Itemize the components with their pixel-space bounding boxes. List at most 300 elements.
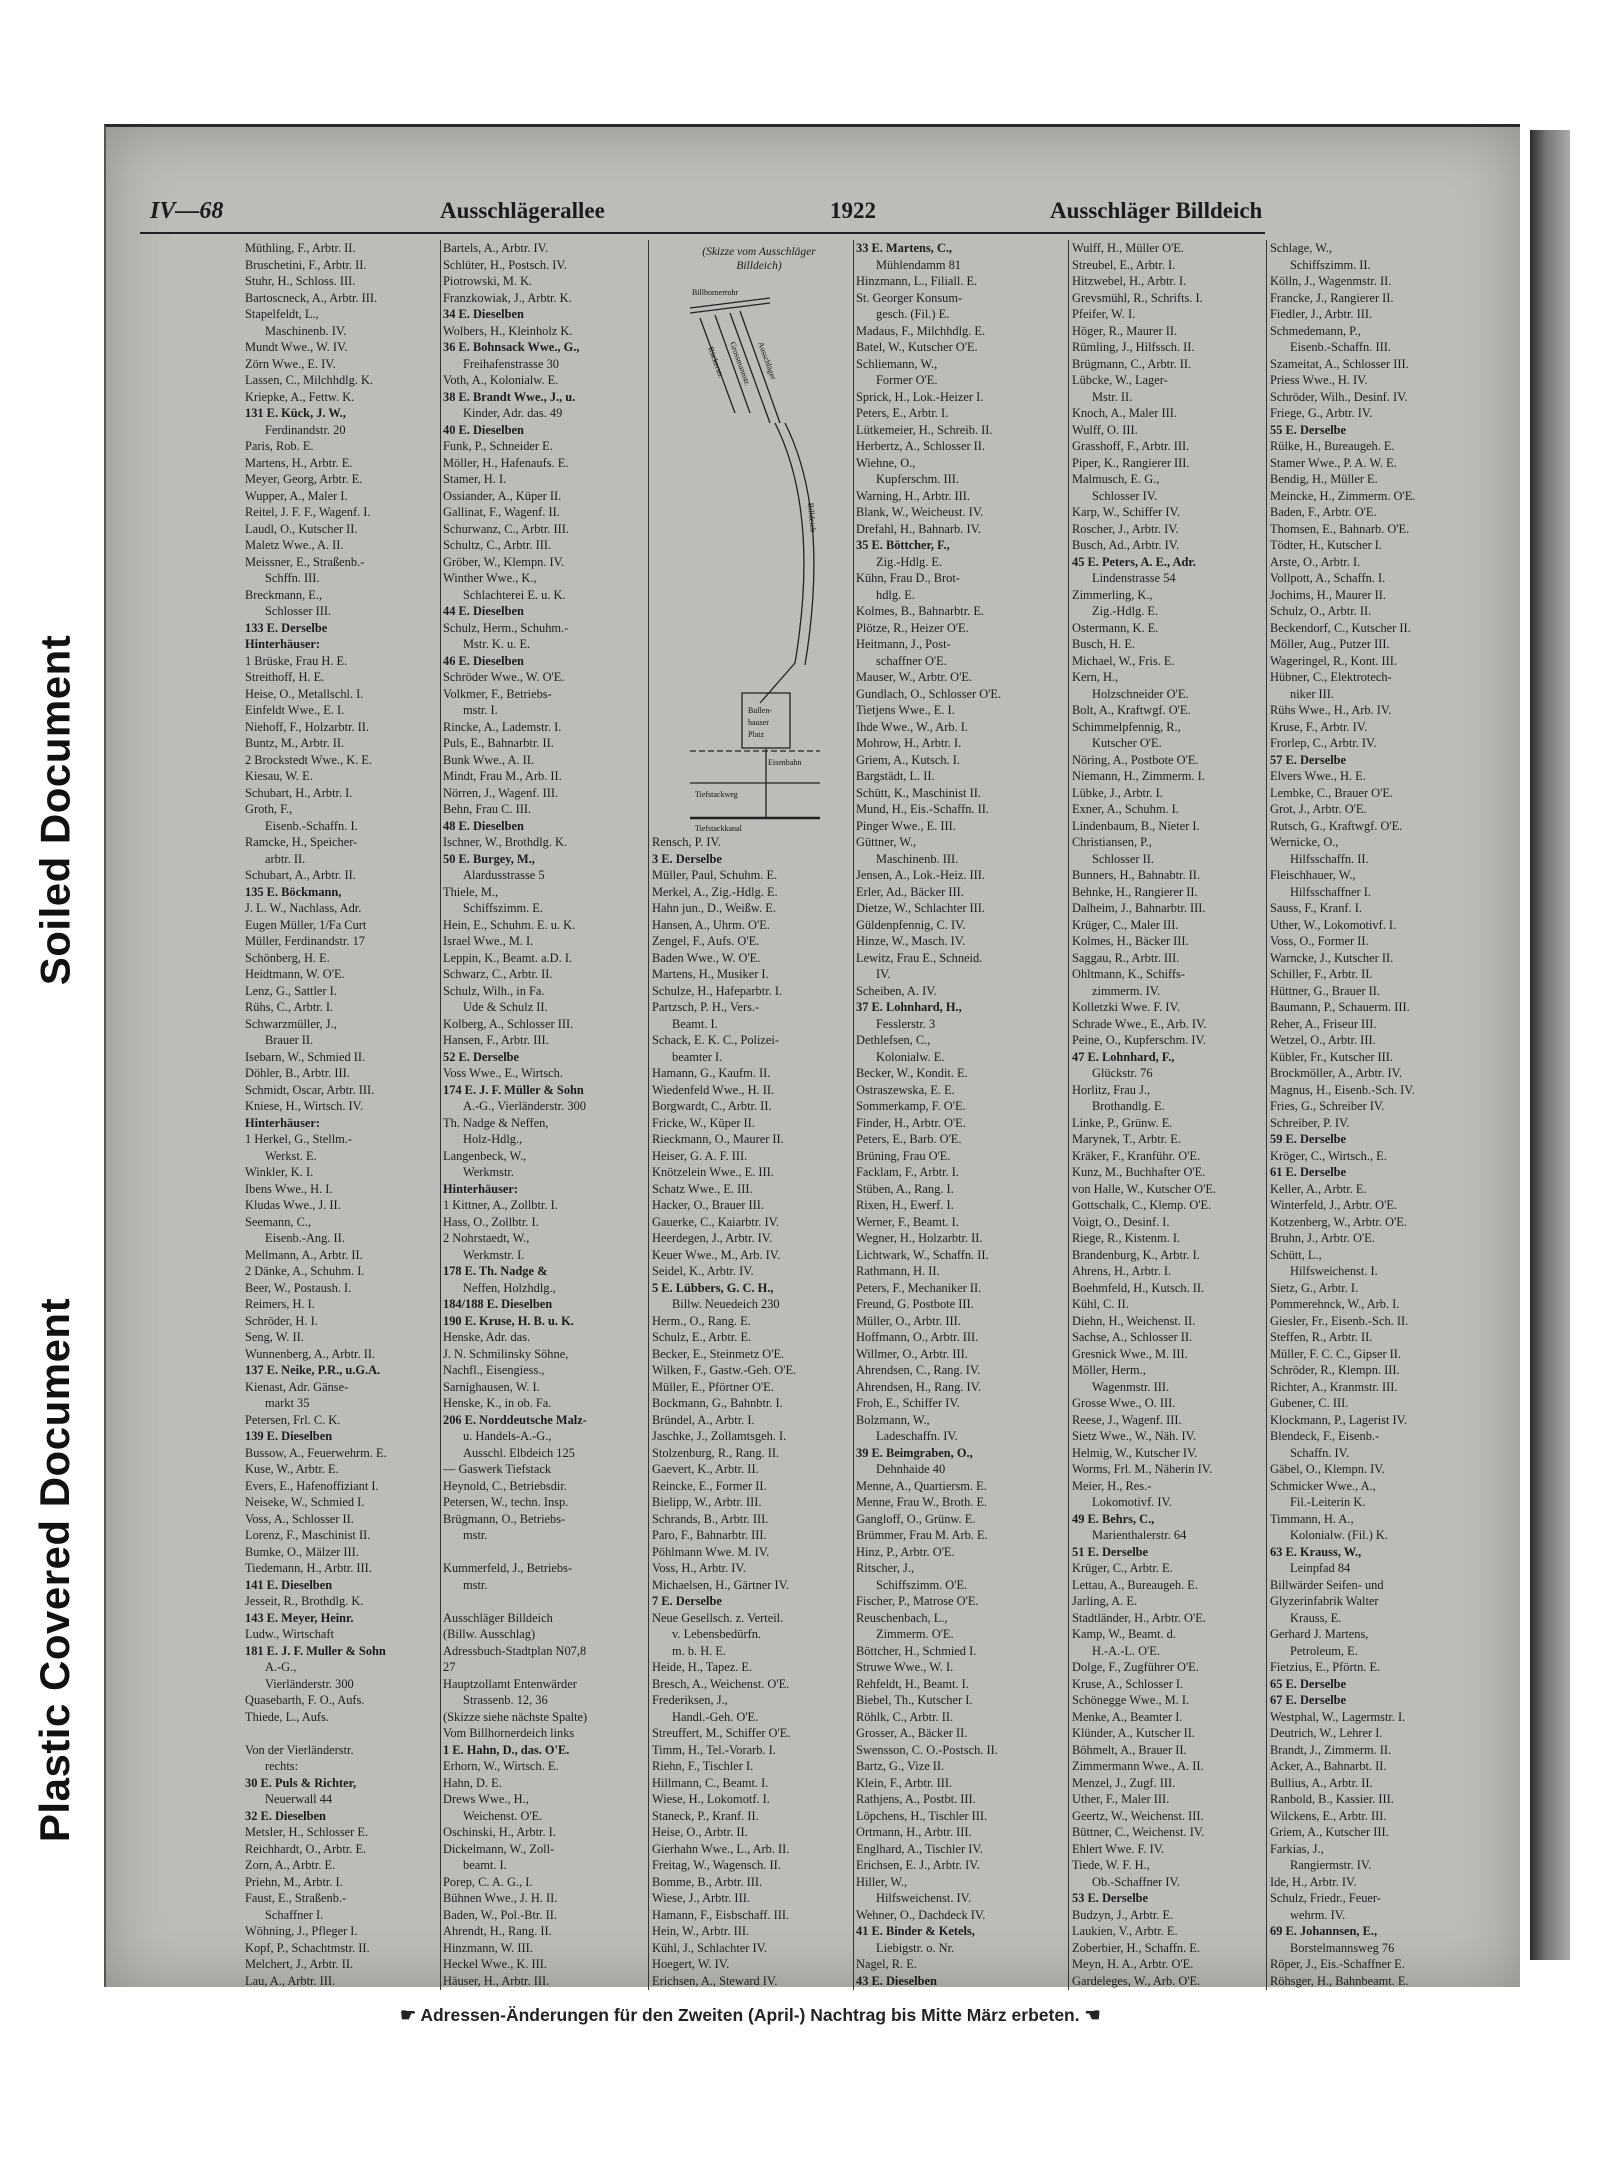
directory-line: Ausschläger Billdeich: [443, 1610, 553, 1625]
directory-line: Reincke, E., Former II.: [652, 1478, 767, 1493]
directory-line: Blendeck, F., Eisenb.-: [1270, 1429, 1380, 1443]
directory-line: Baumann, P., Schauerm. III.: [1270, 1000, 1410, 1014]
directory-line: Scheiben, A. IV.: [856, 983, 937, 998]
directory-line: Jensen, A., Lok.-Heiz. III.: [856, 868, 986, 882]
sketch-label: Platz: [748, 730, 764, 739]
directory-line: Drefahl, H., Bahnarb. IV.: [856, 521, 982, 536]
directory-line: schaffner O'E.: [876, 653, 947, 668]
directory-line: Hamann, F., Eisbschaff. III.: [652, 1907, 790, 1922]
directory-line: Voss, O., Former II.: [1270, 934, 1369, 948]
directory-line: Ischner, W., Brothdlg. K.: [443, 835, 568, 849]
directory-line: Seemann, C.,: [245, 1214, 312, 1229]
directory-line: Bomme, B., Arbtr. III.: [652, 1874, 763, 1889]
directory-line: 57 E. Derselbe: [1270, 752, 1347, 767]
directory-line: Melchert, J., Arbtr. II.: [245, 1957, 354, 1971]
directory-line: Wiese, J., Arbtr. III.: [652, 1891, 750, 1905]
directory-line: 43 E. Dieselben: [856, 1973, 937, 1988]
directory-line: 53 E. Derselbe: [1072, 1891, 1149, 1905]
directory-line: J. N. Schmilinsky Söhne,: [443, 1346, 569, 1361]
directory-line: Thiede, L., Aufs.: [245, 1709, 329, 1724]
directory-line: Wilken, F., Gastw.-Geh. O'E.: [652, 1363, 797, 1377]
directory-line: Zig.-Hdlg. E.: [1092, 604, 1159, 618]
directory-line: Rühs Wwe., H., Arb. IV.: [1270, 703, 1392, 717]
directory-line: [443, 1593, 643, 1610]
directory-line: Klein, F., Arbtr. III.: [856, 1775, 953, 1790]
directory-line: Gerhard J. Martens,: [1270, 1627, 1369, 1641]
directory-line: Hahn, D. E.: [443, 1775, 502, 1790]
directory-line: Müller, E., Pförtner O'E.: [652, 1379, 774, 1394]
directory-line: Von der Vierländerstr.: [245, 1742, 354, 1757]
directory-line: Schröder, H. I.: [245, 1313, 318, 1328]
directory-line: 1 Brüske, Frau H. E.: [245, 653, 348, 668]
directory-line: Streithoff, H. E.: [245, 670, 325, 684]
directory-line: Rieckmann, O., Maurer II.: [652, 1132, 784, 1146]
plastic-covered-label: Plastic Covered Document: [31, 1297, 79, 1843]
directory-line: Paro, F., Bahnarbtr. III.: [652, 1528, 767, 1542]
directory-line: Piper, K., Rangierer III.: [1072, 455, 1190, 470]
directory-line: Neuerwall 44: [265, 1792, 333, 1806]
directory-line: Brügmann, O., Betriebs-: [443, 1511, 566, 1526]
directory-line: Frorlep, C., Arbtr. IV.: [1270, 736, 1377, 750]
directory-line: Bründel, A., Arbtr. I.: [652, 1412, 755, 1427]
directory-line: (Skizze siehe nächste Spalte): [443, 1709, 588, 1724]
directory-line: Busch, H. E.: [1072, 637, 1135, 651]
directory-line: Seidel, K., Arbtr. IV.: [652, 1264, 754, 1278]
directory-line: Böttcher, H., Schmied I.: [856, 1643, 977, 1658]
directory-line: Eisenb.-Schaffn. I.: [265, 818, 358, 833]
directory-line: von Halle, W., Kutscher O'E.: [1072, 1181, 1217, 1196]
directory-line: Petersen, W., techn. Insp.: [443, 1495, 569, 1509]
directory-line: Kriepke, A., Fettw. K.: [245, 389, 355, 404]
directory-line: Jesseit, R., Brothdlg. K.: [245, 1594, 364, 1608]
directory-line: Bullius, A., Arbtr. II.: [1270, 1775, 1373, 1790]
directory-line: Farkias, J.,: [1270, 1841, 1324, 1856]
directory-line: Hein, E., Schuhm. E. u. K.: [443, 917, 576, 932]
directory-line: Maschinenb. IV.: [265, 323, 347, 338]
directory-line: Kühn, Frau D., Brot-: [856, 571, 960, 585]
directory-line: Vom Billhornerdeich links: [443, 1726, 575, 1740]
directory-line: Thomsen, E., Bahnarb. O'E.: [1270, 521, 1410, 536]
directory-line: Puls, E., Bahnarbtr. II.: [443, 736, 554, 750]
directory-line: Englhard, A., Tischler IV.: [856, 1841, 983, 1856]
directory-line: Willmer, O., Arbtr. III.: [856, 1346, 968, 1361]
sketch-label: Bullen-: [748, 706, 772, 715]
directory-column-6: [1270, 240, 1475, 1990]
directory-line: Stamer, H. I.: [443, 472, 507, 486]
directory-line: Ahrendsen, C., Rang. IV.: [856, 1363, 981, 1377]
directory-line: Steffen, R., Arbtr. II.: [1270, 1330, 1373, 1344]
directory-line: Weichenst. O'E.: [463, 1808, 543, 1823]
directory-line: Seng, W. II.: [245, 1330, 304, 1344]
directory-line: 190 E. Kruse, H. B. u. K.: [443, 1313, 574, 1328]
directory-line: Schönberg, H. E.: [245, 950, 330, 965]
directory-line: Hass, O., Zollbtr. I.: [443, 1214, 539, 1229]
directory-line: Bunk Wwe., A. II.: [443, 752, 534, 767]
directory-line: Schlage, W.,: [1270, 241, 1332, 255]
directory-line: Neue Gesellsch. z. Verteil.: [652, 1610, 784, 1625]
directory-line: Rümling, J., Hilfssch. II.: [1072, 340, 1195, 354]
year-heading: 1922: [830, 198, 876, 223]
directory-line: Worms, Frl. M., Näherin IV.: [1072, 1462, 1213, 1476]
directory-line: Wolbers, H., Kleinholz K.: [443, 323, 573, 338]
directory-line: Friege, G., Arbtr. IV.: [1270, 406, 1373, 420]
directory-line: Schulze, H., Hafeparbtr. I.: [652, 983, 783, 998]
directory-line: Struwe Wwe., W. I.: [856, 1660, 954, 1674]
directory-line: Hauptzollamt Entenwärder: [443, 1676, 577, 1691]
directory-line: zimmerm. IV.: [1092, 983, 1161, 998]
sketch-label: Ausschläger: [756, 340, 779, 381]
directory-line: Boehmfeld, H., Kutsch. II.: [1072, 1280, 1205, 1295]
directory-line: 39 E. Beimgraben, O.,: [856, 1445, 973, 1460]
directory-line: 41 E. Binder & Ketels,: [856, 1924, 975, 1938]
directory-line: Sachse, A., Schlosser II.: [1072, 1330, 1193, 1344]
street-right-heading: Ausschläger Billdeich: [1050, 198, 1263, 223]
directory-line: Reuschenbach, L.,: [856, 1610, 948, 1625]
directory-line: Horlitz, Frau J.,: [1072, 1082, 1151, 1097]
directory-line: Ohltmann, K., Schiffs-: [1072, 967, 1185, 981]
directory-line: 184/188 E. Dieselben: [443, 1297, 553, 1311]
directory-line: Streuffert, M., Schiffer O'E.: [652, 1726, 791, 1740]
directory-line: Magnus, H., Eisenb.-Sch. IV.: [1270, 1082, 1415, 1097]
directory-line: Marienthalerstr. 64: [1092, 1528, 1187, 1542]
directory-line: Wegner, H., Holzarbtr. II.: [856, 1231, 983, 1245]
directory-line: Rathjens, A., Postbt. III.: [856, 1792, 976, 1806]
directory-line: Bühnen Wwe., J. H. II.: [443, 1891, 558, 1905]
directory-line: Plötze, R., Heizer O'E.: [856, 620, 969, 635]
directory-line: Gardeleges, W., Arb. O'E.: [1072, 1973, 1201, 1988]
directory-line: Schlosser II.: [1092, 851, 1154, 866]
directory-line: 30 E. Puls & Richter,: [245, 1775, 357, 1790]
directory-line: Jochims, H., Maurer II.: [1270, 587, 1386, 602]
directory-line: Facklam, F., Arbtr. I.: [856, 1165, 959, 1179]
directory-line: Henske, K., in ob. Fa.: [443, 1396, 552, 1410]
directory-line: Ob.-Schaffner IV.: [1092, 1874, 1180, 1889]
directory-line: Bolt, A., Kraftwgf. O'E.: [1072, 703, 1191, 717]
directory-line: 47 E. Lohnhard, F.,: [1072, 1049, 1175, 1064]
directory-line: Müller, F. C. C., Gipser II.: [1270, 1346, 1402, 1361]
directory-line: Bockmann, G., Bahnbtr. I.: [652, 1396, 783, 1410]
directory-line: Eisenb.-Schaffn. III.: [1290, 340, 1391, 354]
directory-line: Tietjens Wwe., E. I.: [856, 703, 955, 717]
directory-line: Kruse, A., Schlosser I.: [1072, 1676, 1184, 1691]
directory-line: 5 E. Lübbers, G. C. H.,: [652, 1280, 774, 1295]
directory-line: Müller, Paul, Schuhm. E.: [652, 868, 778, 882]
directory-line: Mühlendamm 81: [876, 257, 962, 272]
directory-line: Former O'E.: [876, 373, 938, 387]
directory-line: Ritscher, J.,: [856, 1561, 915, 1575]
directory-line: Mstr. K. u. E.: [463, 637, 531, 651]
directory-line: Billwärder Seifen- und: [1270, 1577, 1384, 1592]
directory-line: Kienast, Adr. Gänse-: [245, 1379, 349, 1394]
directory-line: Funk, P., Schneider E.: [443, 439, 553, 453]
directory-line: Müller, O., Arbtr. III.: [856, 1313, 961, 1328]
directory-line: Timmann, H. A.,: [1270, 1511, 1354, 1526]
directory-line: Werkst. E.: [265, 1148, 317, 1163]
directory-line: [245, 1989, 437, 1990]
directory-line: Hillmann, C., Beamt. I.: [652, 1775, 769, 1790]
directory-line: Ude & Schulz II.: [463, 1000, 548, 1014]
directory-line: Baden, W., Pol.-Btr. II.: [443, 1907, 557, 1922]
directory-line: Fischer, P., Matrose O'E.: [856, 1594, 979, 1608]
directory-line: Groth, F.,: [245, 802, 293, 816]
directory-line: Werkmstr.: [463, 1165, 514, 1179]
directory-line: Fil.-Leiterin K.: [1290, 1495, 1366, 1509]
directory-line: Hinterhäuser:: [443, 1181, 519, 1196]
directory-line: Wetzel, O., Arbtr. III.: [1270, 1033, 1376, 1047]
directory-line: Martens, H., Musiker I.: [652, 967, 769, 981]
directory-line: Einfeldt Wwe., E. I.: [245, 703, 345, 717]
directory-line: Kern, H.,: [1072, 670, 1119, 684]
directory-line: Ferdinandstr. 20: [265, 422, 346, 437]
directory-line: Hahn jun., D., Weißw. E.: [652, 901, 776, 915]
directory-line: Stüben, A., Rang. I.: [856, 1181, 954, 1196]
directory-line: Arste, O., Arbtr. I.: [1270, 554, 1361, 569]
directory-line: Maletz Wwe., A. II.: [245, 538, 344, 552]
sketch-road: [690, 298, 770, 308]
directory-line: Knoch, A., Maler III.: [1072, 406, 1177, 420]
directory-line: Wulff, O. III.: [1072, 422, 1138, 437]
directory-line: Priess Wwe., H. IV.: [1270, 373, 1368, 387]
directory-line: Wiehne, O.,: [856, 455, 916, 470]
directory-line: Ostraszewska, E. E.: [856, 1082, 955, 1097]
directory-line: Griem, A., Kutscher III.: [1270, 1825, 1389, 1839]
directory-line: Wupper, A., Maler I.: [245, 488, 348, 503]
sketch-road: [730, 313, 770, 423]
directory-line: Fietzius, E., Pförtn. E.: [1270, 1660, 1381, 1674]
directory-line: Gaevert, K., Arbtr. II.: [652, 1462, 759, 1476]
directory-line: 44 E. Dieselben: [443, 604, 524, 618]
column-divider: [648, 240, 649, 1990]
directory-line: Faust, E., Straßenb.-: [245, 1891, 347, 1905]
directory-line: u. Handels-A.-G.,: [463, 1429, 552, 1443]
directory-line: Griem, A., Kutsch. I.: [856, 752, 960, 767]
directory-line: Bendig, H., Müller E.: [1270, 472, 1378, 486]
directory-line: Wiese, H., Lokomotf. I.: [652, 1792, 770, 1806]
directory-line: Ehlert Wwe. F. IV.: [1072, 1841, 1165, 1856]
directory-line: [245, 1725, 437, 1742]
directory-line: Nachfl., Eisengiess.,: [443, 1363, 545, 1377]
directory-line: Dolge, F., Zugführer O'E.: [1072, 1660, 1199, 1674]
directory-line: Mellmann, A., Arbtr. II.: [245, 1247, 363, 1262]
directory-line: Lorenz, F., Maschinist II.: [245, 1528, 371, 1542]
directory-line: Uther, W., Lokomotivf. I.: [1270, 917, 1397, 932]
directory-line: Wiedenfeld Wwe., H. II.: [652, 1082, 775, 1097]
directory-line: Kopf, P., Schachtmstr. II.: [245, 1940, 370, 1955]
directory-line: Hinterhäuser:: [245, 1115, 321, 1130]
directory-line: Rixen, H., Ewerf. I.: [856, 1198, 954, 1212]
directory-line: Sommerkamp, F. O'E.: [856, 1099, 966, 1113]
directory-line: Zoberbier, H., Schaffn. E.: [1072, 1940, 1200, 1955]
page-header: [140, 196, 1265, 234]
column-divider: [1068, 240, 1069, 1990]
directory-line: Rühs, C., Arbtr. I.: [245, 1000, 334, 1014]
directory-line: Löpchens, H., Tischler III.: [856, 1808, 988, 1823]
directory-line: Rensch, P. IV.: [652, 835, 721, 849]
directory-line: Hübner, C., Elektrotech-: [1270, 670, 1392, 684]
directory-line: Voigt, O., Desinf. I.: [1072, 1214, 1170, 1229]
directory-line: Kolmes, H., Bäcker III.: [1072, 934, 1189, 948]
directory-line: Ortmann, H., Arbtr. III.: [856, 1825, 972, 1839]
directory-line: 52 E. Derselbe: [443, 1049, 520, 1064]
directory-line: Voth, A., Kolonialw. E.: [443, 373, 559, 387]
directory-line: Eisenb.-Ang. II.: [265, 1231, 345, 1245]
directory-line: Swensson, C. O.-Postsch. II.: [856, 1742, 998, 1757]
directory-line: Schreiber, P. IV.: [1270, 1115, 1350, 1130]
directory-line: Behn, Frau C. III.: [443, 802, 532, 816]
directory-line: Hamann, G., Kaufm. II.: [652, 1066, 771, 1080]
directory-line: Gallinat, F., Wagenf. II.: [443, 505, 560, 519]
directory-line: Knötzelein Wwe., E. III.: [652, 1165, 774, 1179]
directory-line: Szameitat, A., Schlosser III.: [1270, 356, 1409, 371]
directory-line: Kolletzki Wwe. F. IV.: [1072, 1000, 1180, 1014]
directory-line: Schröder, Wilh., Desinf. IV.: [1270, 389, 1408, 404]
directory-line: Bartz, G., Vize II.: [856, 1759, 945, 1773]
directory-line: Gierhahn Wwe., L., Arb. II.: [652, 1841, 790, 1856]
directory-line: Th. Nadge & Neffen,: [443, 1115, 549, 1130]
directory-line: Lütkemeier, H., Schreib. II.: [856, 422, 993, 437]
directory-line: Warning, H., Arbtr. III.: [856, 488, 970, 503]
directory-line: Wöhning, J., Pfleger I.: [245, 1924, 358, 1938]
directory-line: Keuer Wwe., M., Arb. IV.: [652, 1247, 781, 1262]
directory-line: Kühl, C. II.: [1072, 1297, 1129, 1311]
directory-line: Schröder Wwe., W. O'E.: [443, 670, 565, 684]
directory-line: [1072, 1989, 1262, 1990]
directory-line: Beer, W., Postaush. I.: [245, 1280, 352, 1295]
directory-line: 1 E. Hahn, D., das. O'E.: [443, 1742, 570, 1757]
directory-line: Martens, H., Arbtr. E.: [245, 455, 353, 470]
directory-line: Paris, Rob. E.: [245, 439, 314, 453]
directory-line: Mstr. II.: [1092, 389, 1133, 404]
directory-line: Lindenbaum, B., Nieter I.: [1072, 818, 1200, 833]
directory-line: Borstelmannsweg 76: [1290, 1940, 1395, 1955]
directory-line: Peters, E., Barb. O'E.: [856, 1132, 962, 1146]
directory-line: St. Georger Konsum-: [856, 290, 963, 305]
directory-line: Mund, H., Eis.-Schaffn. II.: [856, 802, 989, 816]
directory-line: Batel, W., Kutscher O'E.: [856, 340, 978, 354]
directory-line: Pommerehnck, W., Arb. I.: [1270, 1297, 1400, 1311]
directory-line: Lau, A., Arbtr. III.: [245, 1973, 336, 1988]
directory-line: Röhsger, H., Bahnbeamt. E.: [1270, 1973, 1409, 1988]
directory-line: beamt. I.: [463, 1858, 507, 1872]
directory-line: Möller, H., Hafenaufs. E.: [443, 455, 569, 470]
directory-line: Rathmann, H. II.: [856, 1264, 940, 1278]
directory-line: [443, 1989, 643, 1990]
directory-line: Erichsen, A., Steward IV.: [652, 1973, 778, 1988]
directory-line: Kamp, W., Beamt. d.: [1072, 1627, 1176, 1641]
directory-line: Mindt, Frau M., Arb. II.: [443, 769, 562, 783]
directory-line: Dickelmann, W., Zoll-: [443, 1841, 555, 1856]
directory-line: mstr. I.: [463, 703, 498, 717]
directory-line: 55 E. Derselbe: [1270, 422, 1347, 437]
directory-line: Buntz, M., Arbtr. II.: [245, 736, 345, 750]
directory-line: Ludw., Wirtschaft: [245, 1627, 334, 1641]
directory-line: beamter I.: [672, 1049, 723, 1064]
directory-line: Kolonialw. (Fil.) K.: [1290, 1528, 1388, 1542]
directory-line: 2 Dänke, A., Schuhm. I.: [245, 1264, 365, 1278]
directory-line: Kummerfeld, J., Betriebs-: [443, 1561, 573, 1575]
directory-line: Rehfeldt, H., Beamt. I.: [856, 1676, 969, 1691]
directory-line: 139 E. Dieselben: [245, 1429, 333, 1443]
directory-line: Möller, Aug., Putzer III.: [1270, 637, 1390, 651]
directory-line: Röhlk, C., Arbtr. II.: [856, 1709, 954, 1724]
directory-line: Schröder, R., Klempn. III.: [1270, 1363, 1400, 1377]
directory-line: Ladeschaffn. IV.: [876, 1429, 958, 1443]
directory-line: Drews Wwe., H.,: [443, 1792, 529, 1806]
directory-line: Beckendorf, C., Kutscher II.: [1270, 620, 1411, 635]
directory-line: Grevsmühl, R., Schrifts. I.: [1072, 290, 1203, 305]
directory-line: Bargstädt, L. II.: [856, 769, 935, 783]
directory-line: 27: [443, 1660, 456, 1674]
directory-line: Heiser, G. A. F. III.: [652, 1148, 748, 1163]
directory-line: Geertz, W., Weichenst. III.: [1072, 1808, 1204, 1823]
directory-line: 51 E. Derselbe: [1072, 1544, 1149, 1559]
directory-line: Busch, Ad., Arbtr. IV.: [1072, 538, 1180, 552]
directory-line: Laudl, O., Kutscher II.: [245, 521, 358, 536]
directory-line: Herbertz, A., Schlosser II.: [856, 439, 986, 453]
directory-line: Hinterhäuser:: [245, 637, 321, 651]
directory-line: Heynold, C., Betriebsdir.: [443, 1478, 567, 1493]
directory-line: Riege, R., Kistenm. I.: [1072, 1231, 1181, 1245]
directory-line: gesch. (Fil.) E.: [876, 307, 950, 321]
directory-line: Schubart, H., Arbtr. I.: [245, 785, 353, 800]
directory-line: Budzyn, J., Arbtr. E.: [1072, 1907, 1174, 1922]
directory-line: Gröber, W., Klempn. IV.: [443, 554, 565, 569]
directory-line: Schlachterei E. u. K.: [463, 587, 566, 602]
directory-line: Lettau, A., Bureaugeh. E.: [1072, 1577, 1198, 1592]
directory-line: Madaus, F., Milchhdlg. E.: [856, 323, 986, 338]
directory-line: Heidtmann, W. O'E.: [245, 967, 345, 981]
directory-line: Fiedler, J., Arbtr. III.: [1270, 307, 1373, 321]
directory-line: Liebigstr. o. Nr.: [876, 1940, 955, 1955]
directory-line: Ramcke, H., Speicher-: [245, 835, 358, 849]
directory-line: Langenbeck, W.,: [443, 1148, 527, 1163]
directory-line: Menne, A., Quartiersm. E.: [856, 1478, 987, 1493]
directory-line: Pfeifer, W. I.: [1072, 307, 1136, 321]
directory-line: Freund, G. Postbote III.: [856, 1297, 974, 1311]
directory-line: Lichtwark, W., Schaffn. II.: [856, 1247, 989, 1262]
directory-line: Keller, A., Arbtr. E.: [1270, 1181, 1367, 1196]
directory-line: Hitzwebel, H., Arbtr. I.: [1072, 274, 1187, 288]
directory-line: Wernicke, O.,: [1270, 835, 1339, 849]
directory-line: Jarling, A. E.: [1072, 1594, 1138, 1608]
directory-line: Hüttner, G., Brauer II.: [1270, 983, 1380, 998]
directory-line: Rutsch, G., Kraftwgf. O'E.: [1270, 818, 1403, 833]
directory-line: Brüning, Frau O'E.: [856, 1148, 951, 1163]
directory-line: Schlosser IV.: [1092, 488, 1158, 503]
directory-line: Henske, Adr. das.: [443, 1330, 531, 1344]
directory-line: Niemann, H., Zimmerm. I.: [1072, 769, 1205, 783]
directory-line: Schiffszimm. E.: [463, 901, 543, 915]
directory-line: Krüger, C., Maler III.: [1072, 917, 1179, 932]
directory-line: Döhler, B., Arbtr. III.: [245, 1066, 350, 1080]
directory-line: Gresnick Wwe., M. III.: [1072, 1346, 1188, 1361]
directory-line: Vollpott, A., Schaffn. I.: [1270, 571, 1386, 585]
directory-line: A.-G.,: [265, 1660, 297, 1674]
directory-line: Klünder, A., Kutscher II.: [1072, 1726, 1196, 1740]
directory-line: Behnke, H., Rangierer II.: [1072, 884, 1198, 899]
directory-line: Kräker, F., Kranführ. O'E.: [1072, 1148, 1201, 1163]
directory-line: Schulz, E., Arbtr. E.: [652, 1330, 752, 1344]
directory-line: Grosser, A., Bäcker II.: [856, 1726, 968, 1740]
directory-line: Dehnhaide 40: [876, 1462, 946, 1476]
directory-line: Reimers, H. I.: [245, 1297, 315, 1311]
directory-line: Hinzmann, W. III.: [443, 1940, 533, 1955]
page-number: IV—68: [150, 198, 224, 224]
directory-line: Wilckens, E., Arbtr. III.: [1270, 1808, 1387, 1823]
sketch-label: Tiefstackkanal: [695, 824, 742, 833]
street-left-heading: Ausschlägerallee: [440, 198, 605, 223]
directory-line: Bruschetini, F., Arbtr. II.: [245, 257, 367, 272]
